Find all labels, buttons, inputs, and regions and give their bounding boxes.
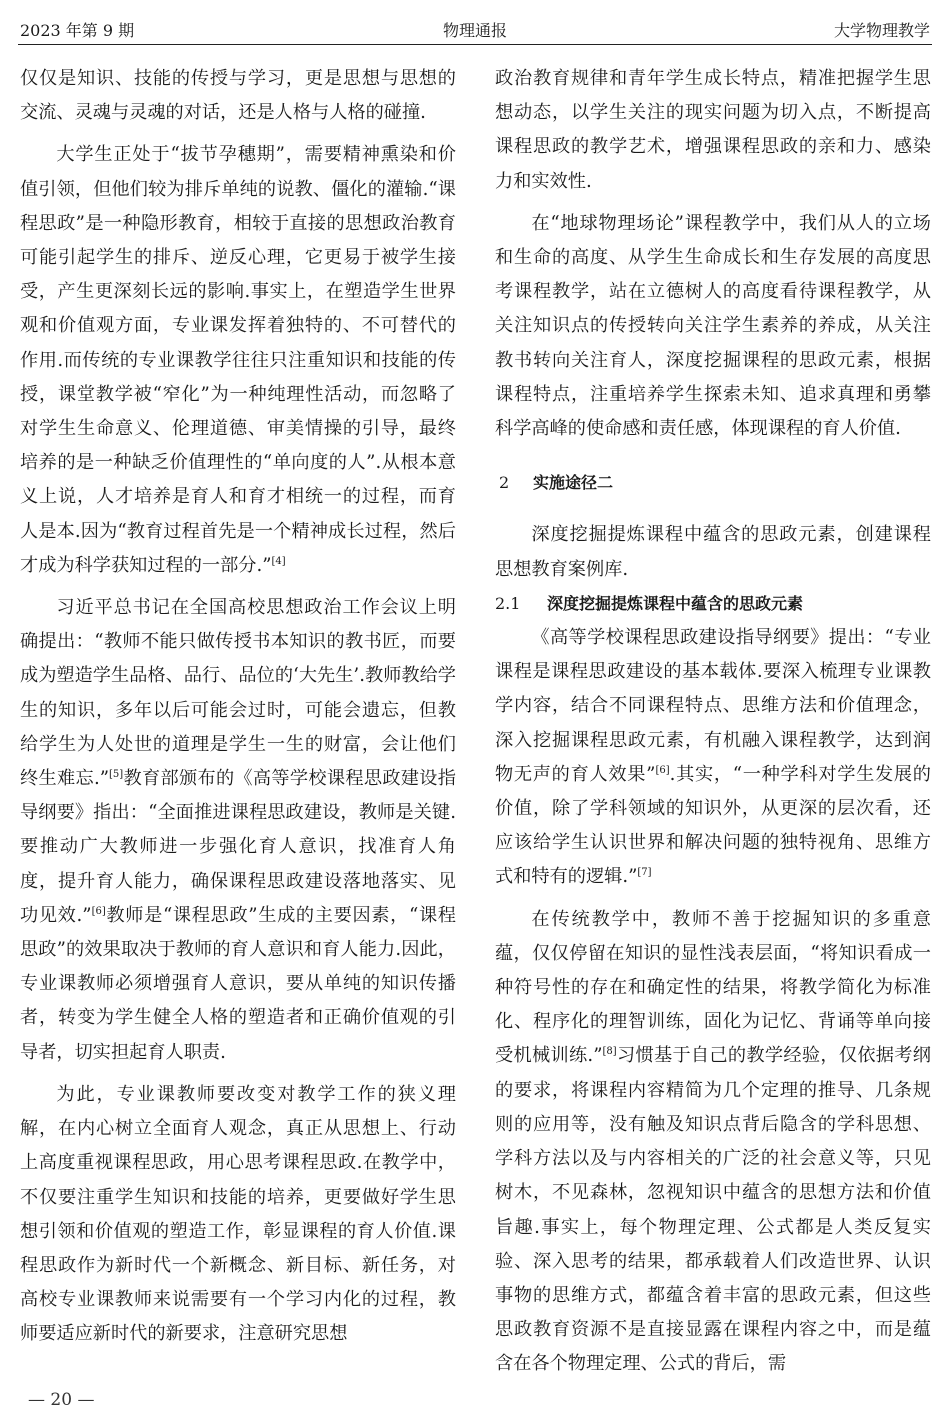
subsection-number: 2.1: [495, 593, 521, 613]
paragraph-text: 习近平总书记在全国高校思想政治工作会议上明确提出：“教师不能只做传授书本知识的教书匠，而要成为塑造学生品格、品行、品位的‘大先生’.教师教给学生的知识，多年以后可能会过时，可能会遗忘，但教给学生为人处世的道理是学生一生的财富，会让他们终生难忘.”: [20, 597, 456, 790]
issue-label: 2023 年第 9 期: [20, 21, 135, 40]
citation: [5]: [109, 769, 124, 780]
subsection-heading: [495, 587, 931, 621]
left-column: [20, 62, 456, 1352]
paragraph-text: 在传统教学中，教师不善于挖掘知识的多重意蕴，仅仅停留在知识的显性浅表层面，“将知识看成一种符号性的存在和确定性的结果，将教学简化为标准化、程序化的理智训练，固化为记忆、背诵等单向接受机械训练.”: [495, 908, 931, 1067]
citation: [6]: [91, 905, 106, 917]
running-header: [18, 10, 932, 45]
paragraph: 仅仅是知识、技能的传授与学习，更是思想与思想的交流、灵魂与灵魂的对话，还是人格与人格的碰撞.: [20, 68, 456, 124]
paragraph: 政治教育规律和青年学生成长特点，精准把握学生思想动态，以学生关注的现实问题为切入点，不断提高课程思政的教学艺术，增强课程思政的亲和力、感染力和实效性.: [495, 68, 931, 192]
page-number: — 20 —: [28, 1390, 95, 1410]
citation: [6]: [655, 764, 670, 776]
paragraph: 为此，专业课教师要改变对教学工作的狭义理解，在内心树立全面育人观念，真正从思想上、行动上高度重视课程思政，用心思考课程思政.在教学中，不仅要注重学生知识和技能的培养，更要做好学生思想引领和价值观的塑造工作，彰显课程的育人价值.课程思政作为新时代一个新概念、新目标、新任务，对高校专业课教师来说需要有一个学习内化的过程，教师要适应新时代的新要求，注意研究思想: [20, 1083, 456, 1345]
right-column: [495, 62, 931, 1382]
journal-title: 物理通报: [442, 21, 507, 40]
subsection-title: 深度挖掘提炼课程中蕴含的思政元素: [547, 593, 804, 613]
section-title: 实施途径二: [533, 473, 614, 493]
paragraph-text: .其实，“一种学科对学生发展的价值，除了学科领域的知识外，从更深的层次看，还应该给学生认识世界和解决问题的独特视角、思维方式和特有的逻辑.”: [495, 763, 931, 888]
paragraph-text: 大学生正处于“拔节孕穗期”，需要精神熏染和价值引领，但他们较为排斥单纯的说教、僵化的灌输.“课程思政”是一种隐形教育，相较于直接的思想政治教育可能引起学生的排斥、逆反心理，它更易于被学生接受，产生更深刻长远的影响.事实上，在塑造学生世界观和价值观方面，专业课发挥着独特的、不可替代的作用.而传统的专业课教学往往只注重知识和技能的传授，课堂教学被“窄化”为一种纯理性活动，而忽略了对学生生命意义、伦理道德、审美情操的引导，最终培养的是一种缺乏价值理性的“单向度的人”.从根本意义上说，人才培养是育人和育才相统一的过程，而育人是本.因为“教育过程首先是一个精神成长过程，然后才成为科学获知过程的一部分.”: [20, 144, 456, 576]
paragraph: 深度挖掘提炼课程中蕴含的思政元素，创建课程思想教育案例库.: [495, 524, 931, 580]
section-heading: [495, 466, 931, 500]
section-number: 2: [499, 473, 510, 493]
paragraph-text: 教育部颁布的《高等学校课程思政建设指导纲要》指出：“全面推进课程思政建设，教师是关键.要推动广大教师进一步强化育人意识，找准育人角度，提升育人能力，确保课程思政建设落地落实、见功见效.”: [20, 768, 456, 926]
paragraph: 在“地球物理场论”课程教学中，我们从人的立场和生命的高度、从学生生命成长和生存发展的高度思考课程教学，站在立德树人的高度看待课程教学，从关注知识点的传授转向关注学生素养的养成，从关注教书转向关注育人，深度挖掘课程的思政元素，根据课程特点，注重培养学生探索未知、追求真理和勇攀科学高峰的使命感和责任感，体现课程的育人价值.: [495, 212, 931, 440]
paragraph: [495, 621, 931, 895]
paragraph: [20, 138, 456, 583]
paragraph-text: 习惯基于自己的教学经验，仅依据考纲的要求，将课程内容精简为几个定理的推导、几条规则的应用等，没有触及知识点背后隐含的学科思想、学科方法以及与内容相关的广泛的社会意义等，只见树木，不见森林，忽视知识中蕴含的思想方法和价值旨趣.事实上，每个物理定理、公式都是人类反复实验、深入思考的结果，都承载着人们改造世界、认识事物的思维方式，都蕴含着丰富的思政元素，但这些思政教育资源不是直接显露在课程内容之中，而是蕴含在各个物理定理、公式的背后，需: [495, 1045, 931, 1375]
paragraph-text: 《高等学校课程思政建设指导纲要》提出：“专业课程是课程思政建设的基本载体.要深入梳理专业课教学内容，结合不同课程特点、思维方法和价值理念，深入挖掘课程思政元素，有机融入课程教学，达到润物无声的育人效果”: [495, 627, 931, 785]
paragraph: [20, 591, 456, 1070]
citation: [4]: [271, 555, 286, 567]
citation: [8]: [602, 1046, 617, 1058]
citation: [7]: [637, 867, 652, 879]
paragraph-text: 教师是“课程思政”生成的主要因素，“课程思政”的效果取决于教师的育人意识和育人能力.因此，专业课教师必须增强育人意识，要从单纯的知识传播者，转变为学生健全人格的塑造者和正确价值观的引导者，切实担起育人职责.: [20, 904, 456, 1063]
paragraph: [495, 903, 931, 1382]
column-title: 大学物理教学: [833, 21, 930, 40]
